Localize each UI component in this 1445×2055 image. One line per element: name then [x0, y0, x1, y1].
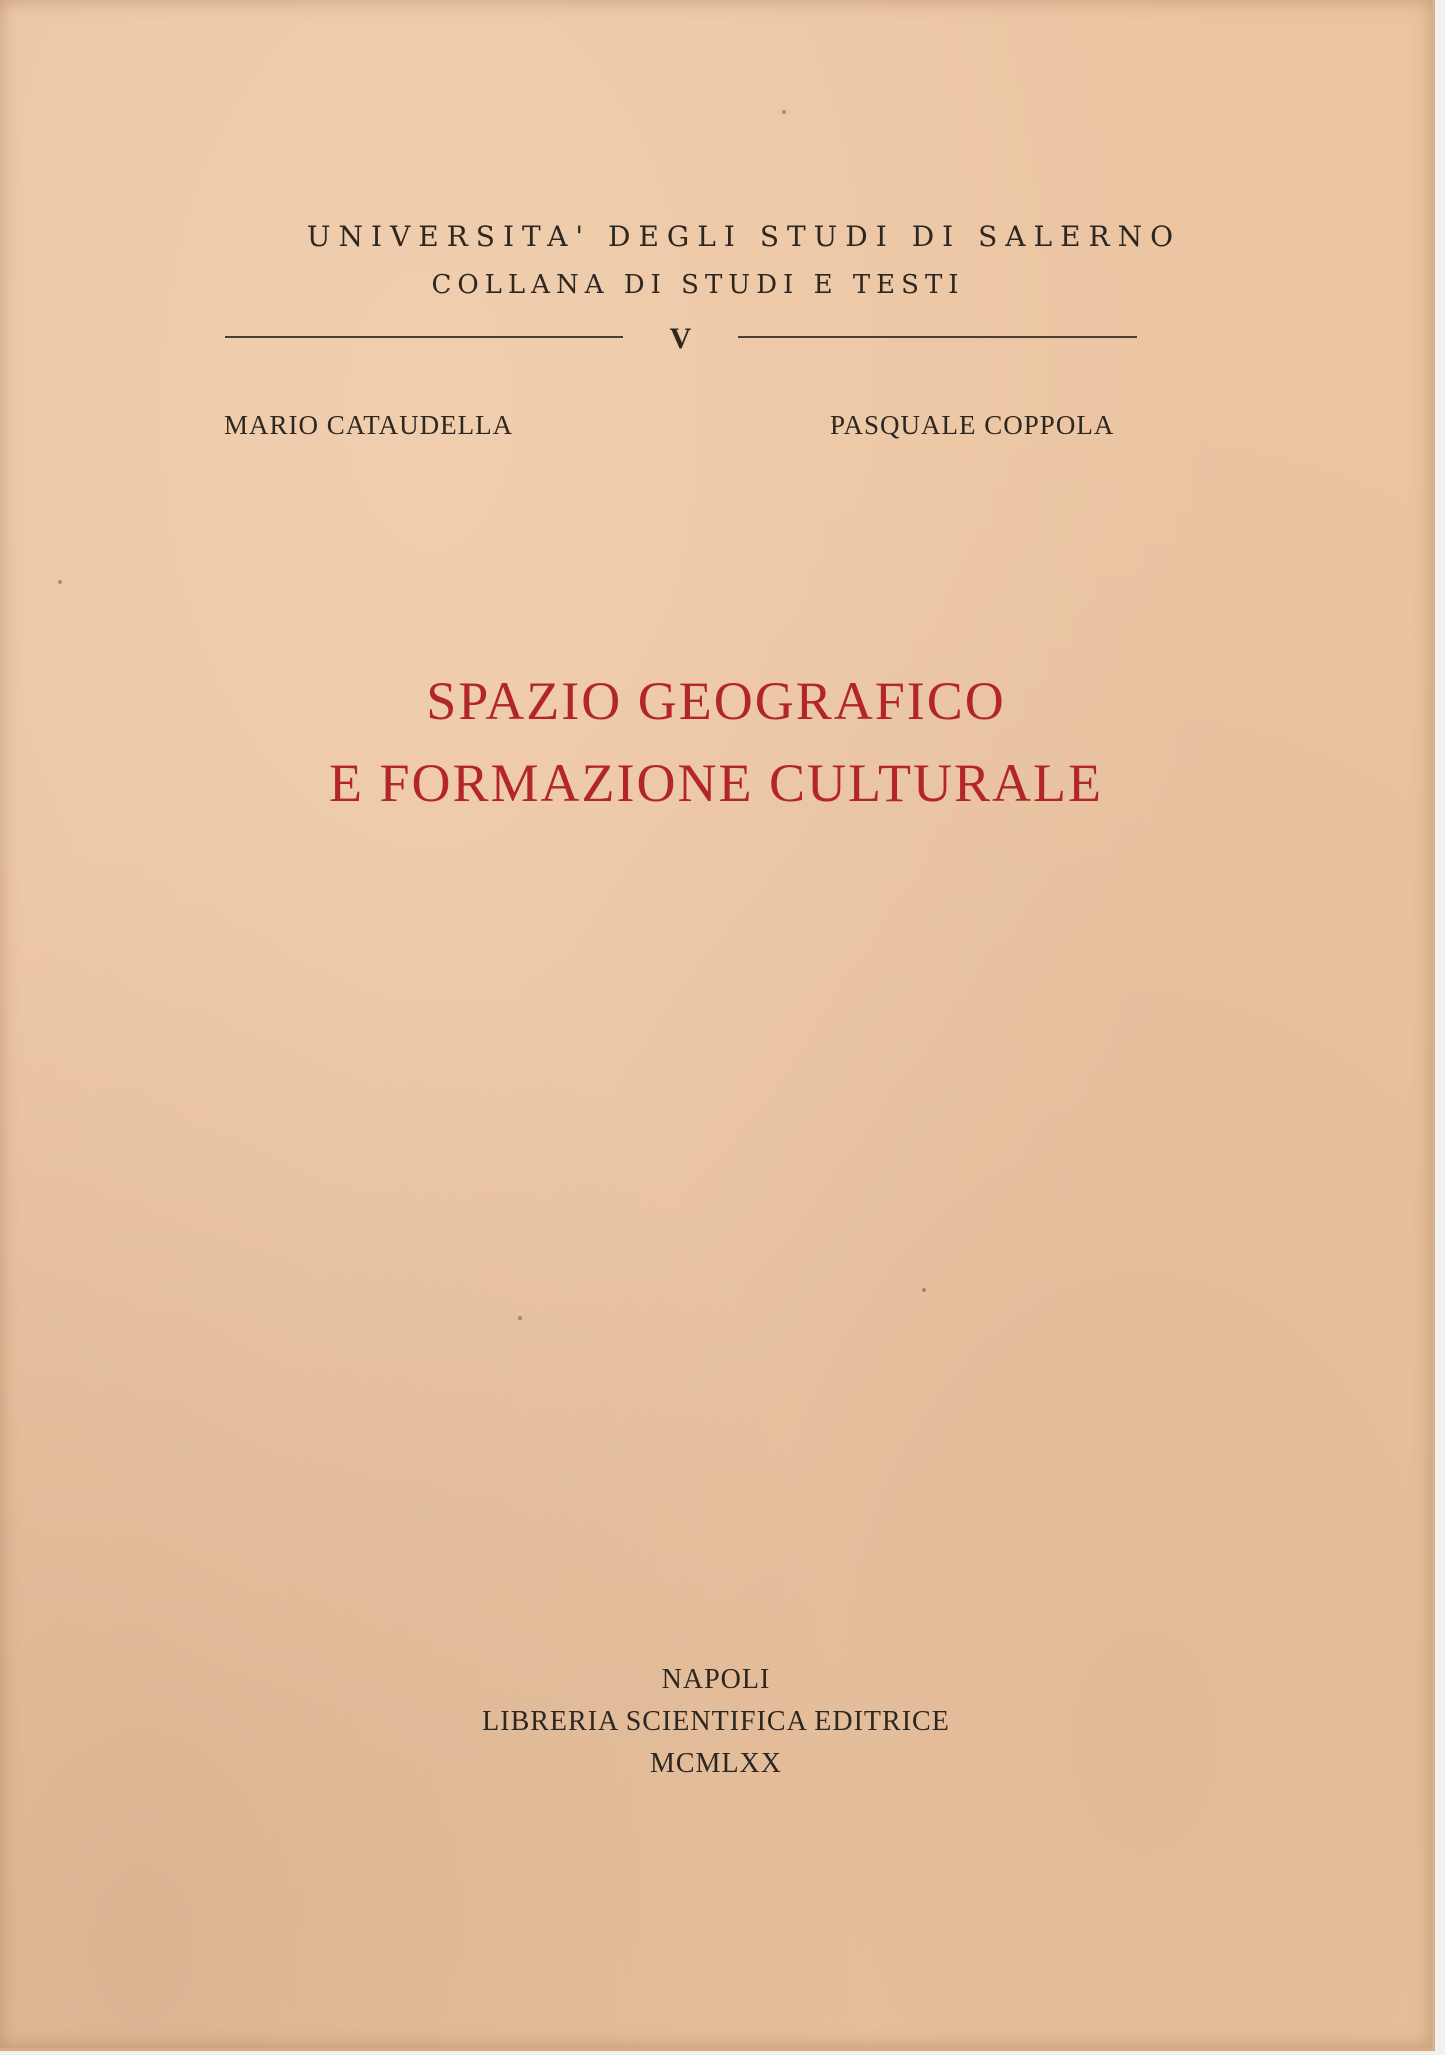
- title-line-2: E FORMAZIONE CULTURALE: [328, 753, 1103, 813]
- author-1: MARIO CATAUDELLA: [224, 410, 514, 440]
- paper-speck: [922, 1288, 926, 1292]
- imprint-publisher: LIBRERIA SCIENTIFICA EDITRICE: [482, 1706, 950, 1737]
- imprint-city: NAPOLI: [661, 1664, 771, 1695]
- university-header: UNIVERSITA' DEGLI STUDI DI SALERNO: [306, 220, 1182, 253]
- paper-speck: [58, 580, 62, 584]
- imprint-year: MCMLXX: [649, 1748, 782, 1779]
- right-rule: [738, 336, 1137, 338]
- collection-header: COLLANA DI STUDI E TESTI: [431, 270, 965, 300]
- paper-speck: [782, 110, 786, 114]
- volume-number: V: [669, 322, 692, 355]
- author-2: PASQUALE COPPOLA: [830, 410, 1115, 440]
- left-rule: [225, 336, 623, 338]
- paper-speck: [518, 1316, 522, 1320]
- volume-rule-row: [225, 322, 1137, 354]
- title-line-1: SPAZIO GEOGRAFICO: [426, 671, 1006, 731]
- paper-speck: [832, 420, 836, 424]
